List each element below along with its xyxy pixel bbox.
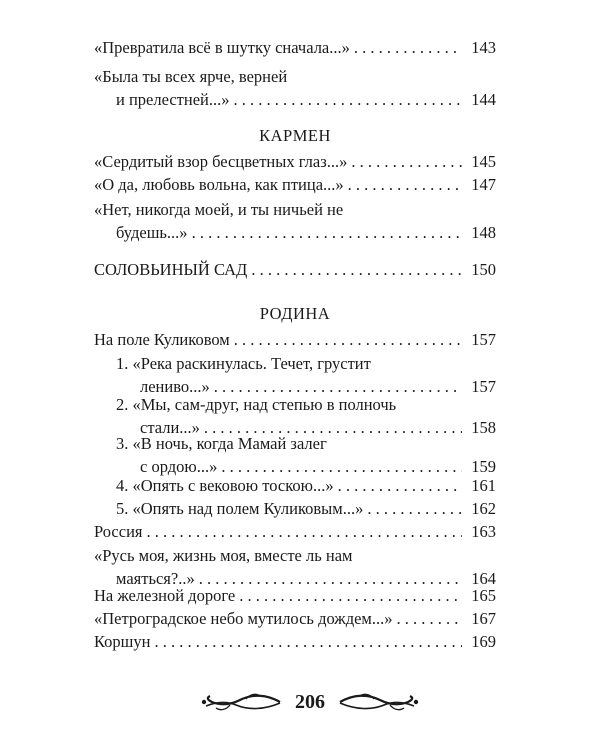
section-heading-karmen: КАРМЕН bbox=[259, 126, 331, 145]
toc-entry-title: «Нет, никогда моей, и ты ничьей не bbox=[94, 200, 344, 219]
section-heading-rodina: РОДИНА bbox=[259, 304, 331, 323]
toc-entry-title: СОЛОВЬИНЫЙ САД bbox=[94, 260, 248, 279]
toc-entry-title: «Была ты всех ярче, верней bbox=[94, 67, 288, 86]
leader-dots bbox=[154, 630, 462, 653]
leader-dots bbox=[348, 173, 462, 196]
leader-dots bbox=[233, 88, 462, 111]
toc-page-number: 158 bbox=[471, 418, 496, 437]
toc-entry bbox=[94, 630, 496, 653]
leader-dots bbox=[239, 584, 462, 607]
toc-page-number: 162 bbox=[471, 499, 496, 518]
toc-entry bbox=[94, 173, 496, 196]
toc-entry bbox=[94, 328, 496, 351]
toc-page-number: 157 bbox=[471, 377, 496, 396]
leader-dots bbox=[234, 328, 462, 351]
toc-entry-title: 3. «В ночь, когда Мамай залег bbox=[116, 434, 327, 453]
toc-entry-title: 1. «Река раскинулась. Течет, грустит bbox=[116, 354, 371, 373]
toc-page-number: 163 bbox=[471, 522, 496, 541]
leader-dots bbox=[367, 497, 462, 520]
toc-page-number: 164 bbox=[471, 569, 496, 588]
toc-entry-title: «Русь моя, жизнь моя, вместе ль нам bbox=[94, 546, 353, 565]
toc-entry-title: «Петроградское небо мутилось дождем...» bbox=[94, 609, 393, 628]
toc-entry-title: Россия bbox=[94, 522, 143, 541]
toc-entry bbox=[94, 520, 496, 543]
ornament-right-icon bbox=[338, 690, 420, 714]
toc-entry-title: «О да, любовь вольна, как птица...» bbox=[94, 175, 344, 194]
toc-subentry bbox=[116, 497, 496, 520]
toc-page-number: 165 bbox=[471, 586, 496, 605]
toc-subentry bbox=[116, 474, 496, 497]
toc-page-number: 144 bbox=[471, 90, 496, 109]
toc-entry-title: 4. «Опять с вековою тоскою...» bbox=[116, 476, 334, 495]
toc-entry-title: Коршун bbox=[94, 632, 151, 651]
toc-entry-title-cont: с ордою...» bbox=[140, 457, 218, 476]
toc-page-number: 157 bbox=[471, 330, 496, 349]
toc-entry-title-cont: маяться?..» bbox=[116, 569, 195, 588]
leader-dots bbox=[396, 607, 462, 630]
toc-entry bbox=[94, 607, 496, 630]
toc-entry-title-cont: будешь...» bbox=[116, 223, 188, 242]
toc-entry bbox=[94, 198, 496, 244]
toc-entry-title: 5. «Опять над полем Куликовым...» bbox=[116, 499, 364, 518]
toc-page-number: 145 bbox=[471, 152, 496, 171]
toc-entry-title-cont: стали...» bbox=[140, 418, 200, 437]
toc-page-number: 161 bbox=[471, 476, 496, 495]
toc-page-number: 150 bbox=[471, 260, 496, 279]
toc-entry bbox=[94, 584, 496, 607]
toc-page-number: 147 bbox=[471, 175, 496, 194]
leader-dots bbox=[354, 36, 462, 59]
toc-entry-title: На железной дороге bbox=[94, 586, 236, 605]
toc-entry-title: «Превратила всё в шутку сначала...» bbox=[94, 38, 350, 57]
leader-dots bbox=[251, 258, 462, 281]
toc-entry bbox=[94, 36, 496, 59]
toc-entry bbox=[94, 65, 496, 111]
leader-dots bbox=[338, 474, 462, 497]
toc-entry-title: 2. «Мы, сам-друг, над степью в полночь bbox=[116, 395, 397, 414]
page-footer bbox=[200, 690, 420, 716]
toc-page-number: 148 bbox=[471, 223, 496, 242]
toc-entry bbox=[94, 258, 496, 281]
toc-page-number: 167 bbox=[471, 609, 496, 628]
leader-dots bbox=[192, 221, 462, 244]
toc-page-number: 143 bbox=[471, 38, 496, 57]
page-number: 206 bbox=[295, 691, 325, 713]
toc-entry-title-cont: лениво...» bbox=[140, 377, 210, 396]
leader-dots bbox=[351, 150, 462, 173]
toc-subentry bbox=[116, 352, 496, 398]
toc-subentry bbox=[116, 432, 496, 478]
leader-dots bbox=[147, 520, 463, 543]
toc-entry-title-cont: и прелестней...» bbox=[116, 90, 230, 109]
toc-entry-title: «Сердитый взор бесцветных глаз...» bbox=[94, 152, 348, 171]
toc-page-number: 169 bbox=[471, 632, 496, 651]
toc-entry-title: На поле Куликовом bbox=[94, 330, 230, 349]
toc-page-number: 159 bbox=[471, 457, 496, 476]
toc-entry bbox=[94, 150, 496, 173]
